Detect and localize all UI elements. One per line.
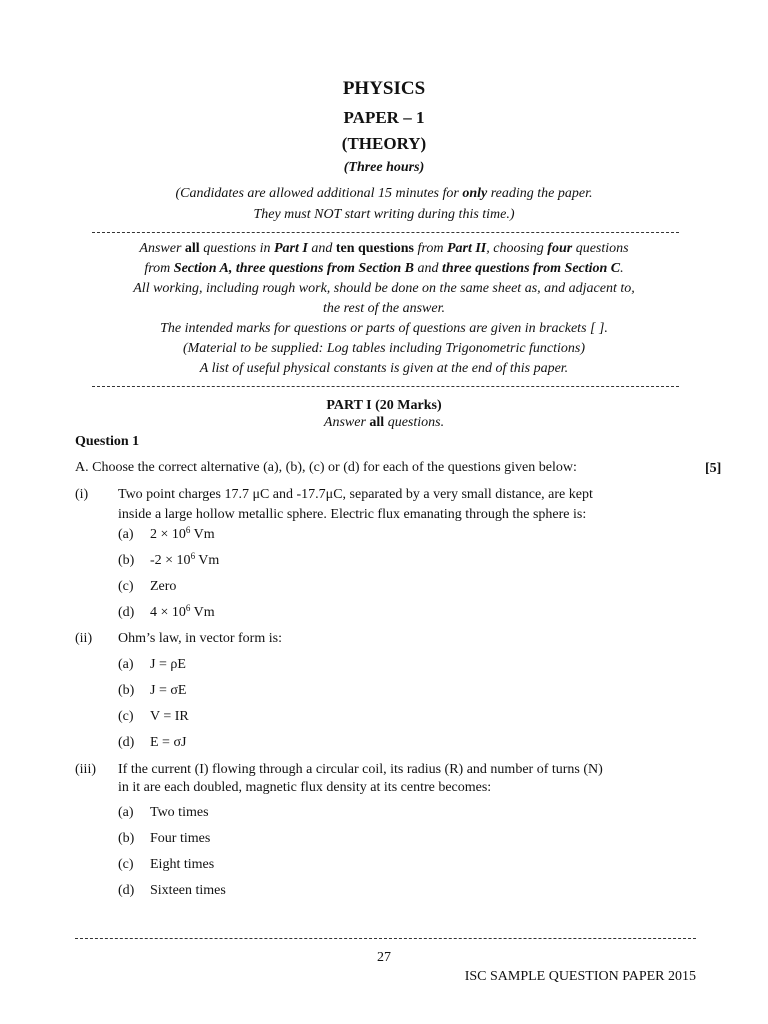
- option-label: (c): [118, 857, 134, 872]
- question-text-line: Ohm’s law, in vector form is:: [118, 631, 282, 646]
- option-text: J = σE: [150, 683, 187, 698]
- paper-footer-title: ISC SAMPLE QUESTION PAPER 2015: [464, 969, 696, 984]
- instruction-line4: the rest of the answer.: [323, 301, 445, 316]
- option-value: 4 × 10: [150, 605, 186, 620]
- footer-divider: [75, 938, 696, 939]
- instr-text: questions: [572, 241, 629, 256]
- option-text: [150, 552, 219, 570]
- dashed-divider: [92, 386, 679, 387]
- exponent: 6: [190, 551, 196, 561]
- instr-bold: ten questions: [335, 241, 414, 256]
- option-text: [150, 604, 215, 622]
- option-label: (a): [118, 657, 134, 672]
- option-text: Two times: [150, 805, 209, 820]
- instruction-line5: The intended marks for questions or parts of questions are given in brackets [ ].: [160, 321, 608, 336]
- paper-number: PAPER – 1: [343, 108, 425, 127]
- option-text: Four times: [150, 831, 211, 846]
- option-unit: Vm: [190, 605, 215, 620]
- option-label: (d): [118, 735, 135, 750]
- option-label: (a): [118, 805, 134, 820]
- note-text: reading the paper.: [487, 186, 593, 201]
- option-text: V = IR: [150, 709, 189, 724]
- exponent: 6: [185, 603, 191, 613]
- instr-bold: Section A, three questions from Section B: [173, 261, 415, 276]
- part1-subheading: [0, 414, 768, 432]
- option-text: Sixteen times: [150, 883, 226, 898]
- instr-text: from: [144, 261, 174, 276]
- option-label: (b): [118, 831, 135, 846]
- section-a-instruction: A. Choose the correct alternative (a), (b), (c) or (d) for each of the questions given below:: [75, 460, 577, 475]
- instruction-line7: A list of useful physical constants is given at the end of this paper.: [199, 361, 569, 376]
- option-text: Eight times: [150, 857, 215, 872]
- paper-type: (THEORY): [341, 134, 427, 153]
- option-value: Zero: [150, 579, 177, 594]
- question-label: Question 1: [75, 434, 140, 449]
- instr-bold: three questions from Section C: [442, 261, 621, 276]
- option-text: J = ρE: [150, 657, 186, 672]
- option-label: (b): [118, 553, 135, 568]
- instruction-line3: All working, including rough work, should be done on the same sheet as, and adjacent to,: [133, 281, 635, 296]
- question-number: (ii): [75, 631, 93, 646]
- marks: [5]: [705, 461, 722, 476]
- instr-text: questions in: [199, 241, 274, 256]
- option-label: (d): [118, 883, 135, 898]
- instruction-line1: [0, 239, 768, 259]
- instr-text: from: [414, 241, 447, 256]
- duration: (Three hours): [343, 160, 425, 175]
- candidate-note-line1: [0, 185, 768, 203]
- instr-text: Answer: [139, 241, 185, 256]
- option-label: (c): [118, 579, 134, 594]
- page-number: 27: [377, 950, 391, 965]
- instr-bold: Part I: [273, 241, 308, 256]
- question-text-line: in it are each doubled, magnetic flux density at its centre becomes:: [118, 780, 492, 795]
- instr-bold: four: [547, 241, 573, 256]
- note-text: (Candidates are allowed additional 15 minutes for: [175, 186, 463, 201]
- instr-bold: Part II: [446, 241, 487, 256]
- option-unit: Vm: [190, 527, 215, 542]
- question-text-line: Two point charges 17.7 μC and -17.7μC, separated by a very small distance, are kept: [118, 487, 593, 502]
- option-value: 2 × 10: [150, 527, 186, 542]
- question-number: (iii): [75, 762, 96, 777]
- instr-text: and: [414, 261, 443, 276]
- part1-heading: PART I (20 Marks): [326, 398, 442, 413]
- instruction-line6: (Material to be supplied: Log tables including Trigonometric functions): [182, 341, 586, 356]
- instruction-line2: [0, 259, 768, 279]
- option-label: (a): [118, 527, 134, 542]
- option-text: [150, 526, 215, 544]
- option-label: (c): [118, 709, 134, 724]
- option-label: (b): [118, 683, 135, 698]
- question-number: (i): [75, 487, 89, 502]
- exponent: 6: [185, 525, 191, 535]
- option-label: (d): [118, 605, 135, 620]
- sub-text: questions.: [384, 415, 445, 430]
- candidate-note-line2: They must NOT start writing during this time.): [253, 207, 515, 222]
- instr-text: .: [620, 261, 624, 276]
- subject-title: PHYSICS: [342, 78, 426, 99]
- sub-bold: all: [369, 415, 385, 430]
- instr-bold: all: [184, 241, 200, 256]
- instr-text: , choosing: [486, 241, 548, 256]
- sub-text: Answer: [323, 415, 370, 430]
- dashed-divider: [92, 232, 679, 233]
- option-text: [150, 578, 176, 596]
- instr-text: and: [307, 241, 336, 256]
- note-emphasis: only: [462, 186, 488, 201]
- option-unit: Vm: [195, 553, 220, 568]
- question-text-line: If the current (I) flowing through a circular coil, its radius (R) and number of turns (N): [118, 762, 603, 777]
- option-text: E = σJ: [150, 735, 187, 750]
- question-text-line: inside a large hollow metallic sphere. Electric flux emanating through the sphere is:: [118, 507, 587, 522]
- option-value: -2 × 10: [150, 553, 191, 568]
